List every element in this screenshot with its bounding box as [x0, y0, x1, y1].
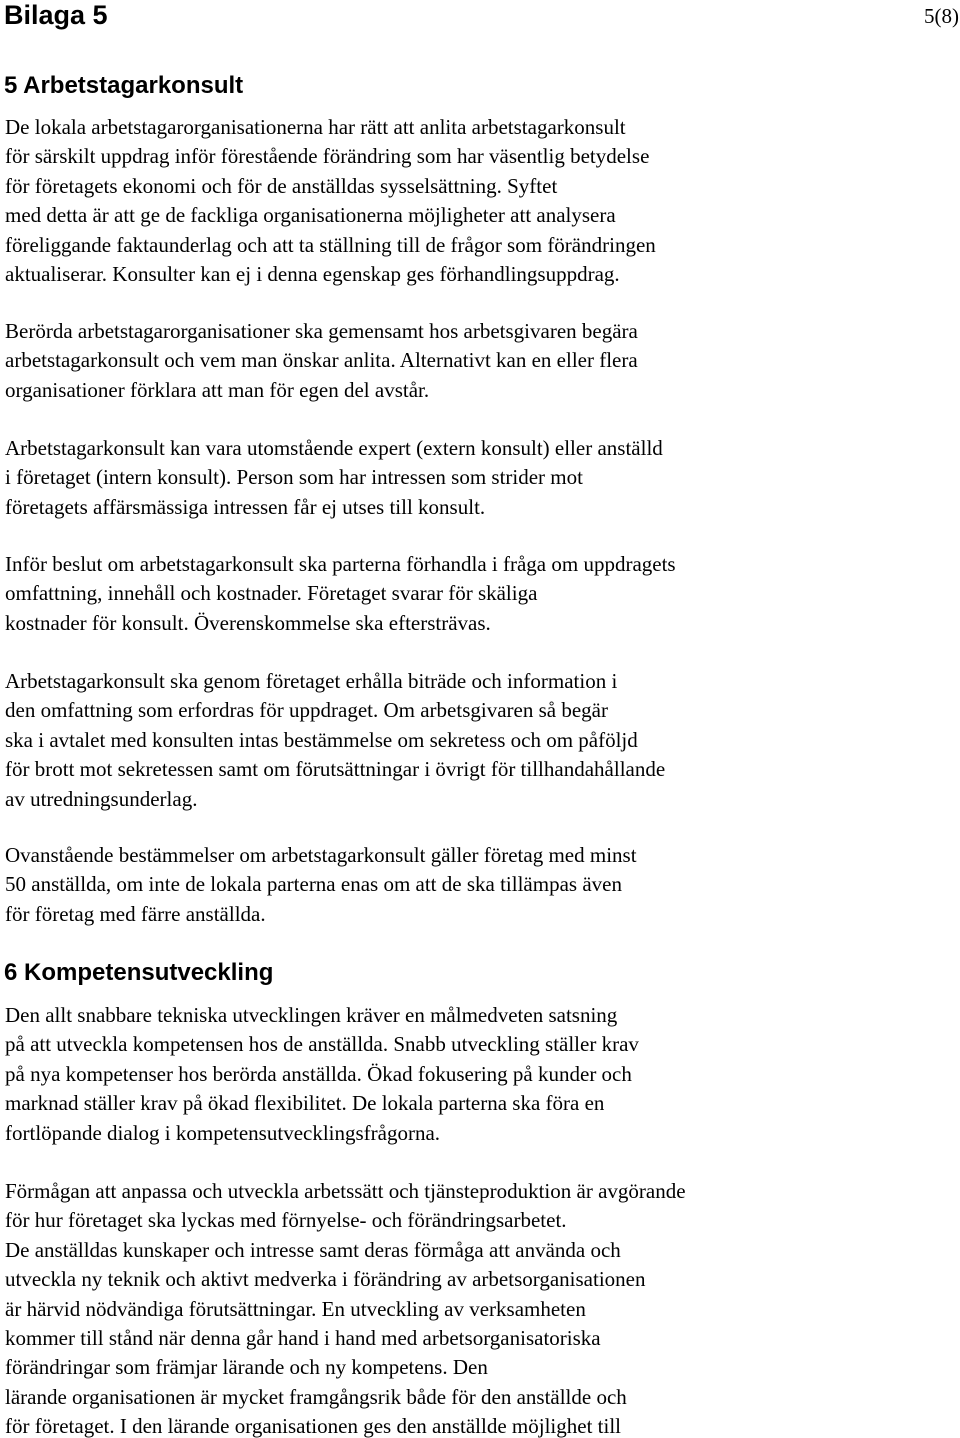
text-line: omfattning, innehåll och kostnader. Företaget svarar för skäliga: [5, 581, 538, 606]
text-line: förändringar som främjar lärande och ny kompetens. Den: [5, 1355, 488, 1380]
text-line: den omfattning som erfordras för uppdraget. Om arbetsgivaren så begär: [5, 698, 608, 723]
section-heading-kompetensutveckling: 6 Kompetensutveckling: [4, 959, 274, 986]
text-line: för hur företaget ska lyckas med förnyelse- och förändringsarbetet.: [5, 1208, 567, 1233]
text-line: i företaget (intern konsult). Person som har intressen som strider mot: [5, 465, 583, 490]
text-line: är härvid nödvändiga förutsättningar. En utveckling av verksamheten: [5, 1296, 586, 1321]
text-line: av utredningsunderlag.: [5, 786, 198, 811]
text-line: De lokala arbetstagarorganisationerna har rätt att anlita arbetstagarkonsult: [5, 115, 626, 139]
text-line: för företag med färre anställda.: [5, 901, 266, 926]
text-line: med detta är att ge de fackliga organisationerna möjligheter att analysera: [5, 203, 616, 228]
text-line: företagets affärsmässiga intressen får ej utses till konsult.: [5, 494, 486, 519]
text-line: kostnader för konsult. Överenskommelse ska eftersträvas.: [5, 610, 491, 635]
text-line: 50 anställda, om inte de lokala parterna enas om att de ska tillämpas även: [5, 872, 622, 897]
text-line: lärande organisationen är mycket framgångsrik både för den anställde och: [5, 1384, 627, 1409]
text-line: utveckla ny teknik och aktivt medverka i förändring av arbetsorganisationen: [5, 1267, 646, 1292]
section-heading-arbetstagarkonsult: 5 Arbetstagarkonsult: [4, 72, 244, 99]
text-line: Arbetstagarkonsult ska genom företaget erhålla biträde och information i: [5, 669, 618, 693]
text-line: för företagets ekonomi och för de anställdas sysselsättning. Syftet: [5, 173, 558, 198]
text-line: ska i avtalet med konsulten intas bestämmelse om sekretess och om påföljd: [5, 727, 638, 752]
text-line: De anställdas kunskaper och intresse samt deras förmåga att använda och: [5, 1237, 621, 1262]
text-line: för brott mot sekretessen samt om förutsättningar i övrigt för tillhandahållande: [5, 757, 666, 782]
text-line: föreliggande faktaunderlag och att ta ställning till de frågor som förändringen: [5, 232, 656, 257]
text-line: Arbetstagarkonsult kan vara utomstående expert (extern konsult) eller anställd: [5, 436, 663, 460]
text-line: för företaget. I den lärande organisationen ges den anställde möjlighet till: [5, 1414, 621, 1438]
text-line: för särskilt uppdrag inför förestående förändring som har väsentlig betydelse: [5, 144, 650, 169]
page-number: 5(8): [924, 4, 959, 28]
text-line: fortlöpande dialog i kompetensutvecklingsfrågorna.: [5, 1120, 441, 1145]
paragraph: [5, 1001, 639, 1148]
annex-title: Bilaga 5: [4, 0, 108, 30]
text-line: organisationer förklara att man för egen del avstår.: [5, 377, 430, 402]
paragraph: [5, 434, 663, 522]
text-line: på att utveckla kompetensen hos de anställda. Snabb utveckling ställer krav: [5, 1032, 639, 1057]
text-line: på nya kompetenser hos berörda anställda. Ökad fokusering på kunder och: [5, 1061, 632, 1086]
paragraph: [5, 113, 656, 289]
paragraph: [5, 550, 676, 638]
text-line: marknad ställer krav på ökad flexibilitet. De lokala parterna ska föra en: [5, 1091, 605, 1116]
paragraph: [5, 667, 665, 814]
text-line: arbetstagarkonsult och vem man önskar anlita. Alternativt kan en eller flera: [5, 348, 638, 373]
text-line: Inför beslut om arbetstagarkonsult ska parterna förhandla i fråga om uppdragets: [5, 552, 676, 576]
text-line: Berörda arbetstagarorganisationer ska gemensamt hos arbetsgivaren begära: [5, 319, 638, 343]
text-line: aktualiserar. Konsulter kan ej i denna egenskap ges förhandlingsuppdrag.: [5, 262, 620, 287]
text-line: kommer till stånd när denna går hand i hand med arbetsorganisatoriska: [5, 1326, 601, 1351]
paragraph: [5, 317, 638, 405]
paragraph: [5, 1177, 686, 1438]
paragraph: [5, 841, 637, 929]
text-line: Den allt snabbare tekniska utvecklingen kräver en målmedveten satsning: [5, 1003, 618, 1027]
text-line: Förmågan att anpassa och utveckla arbetssätt och tjänsteproduktion är avgörande: [5, 1179, 686, 1203]
text-line: Ovanstående bestämmelser om arbetstagarkonsult gäller företag med minst: [5, 843, 637, 867]
